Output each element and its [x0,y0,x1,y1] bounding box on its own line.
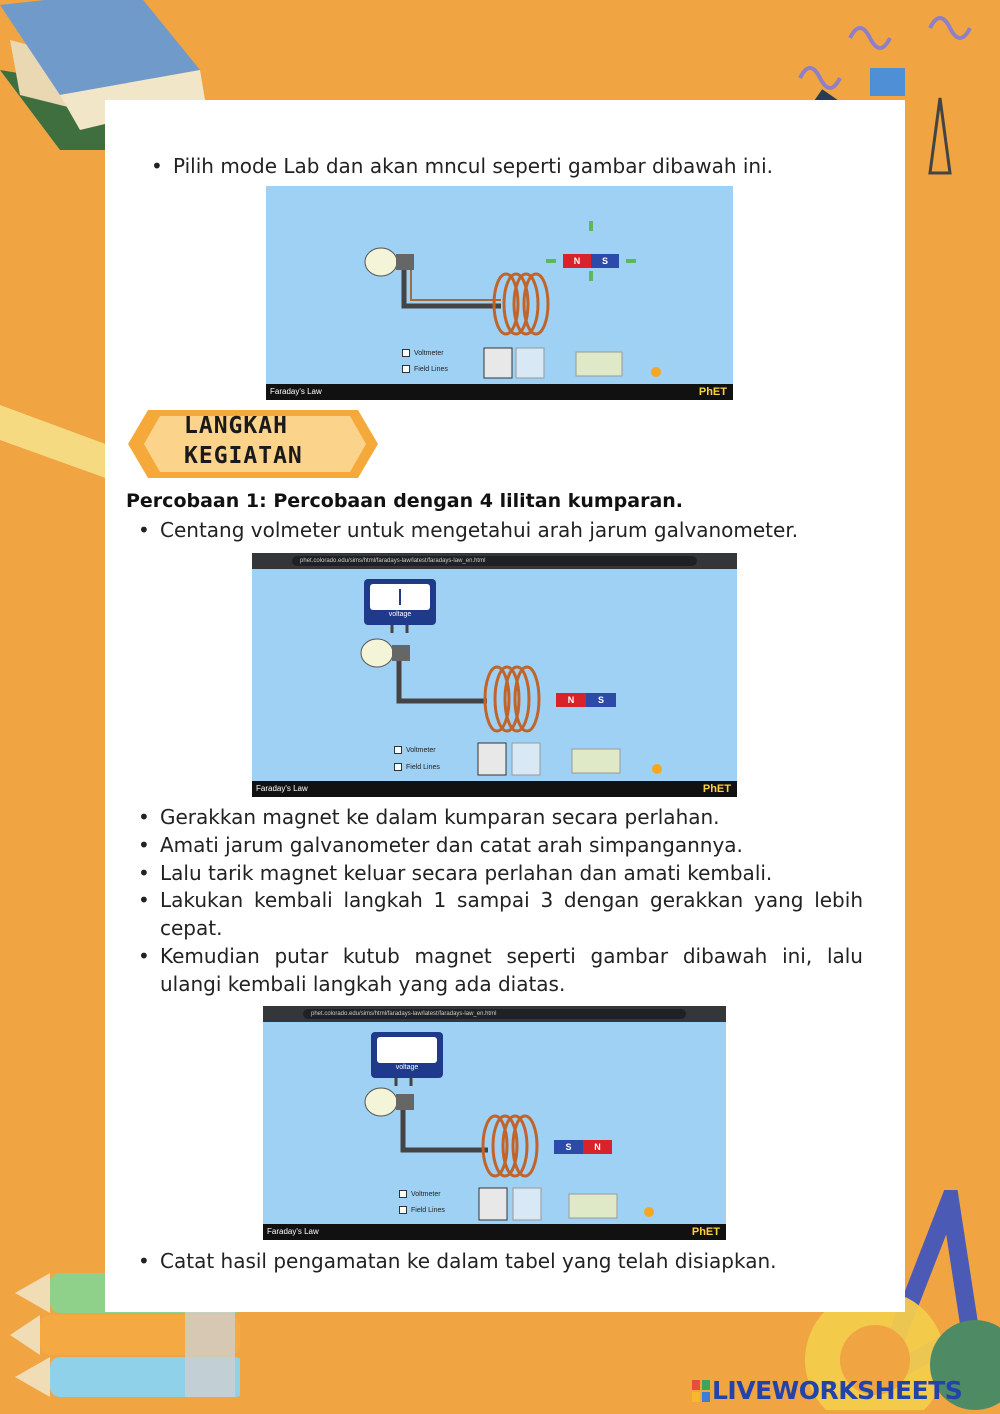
bullet-step-3: • Lalu tarik magnet keluar secara perlahan dan amati kembali. [160,859,863,887]
simulation-screenshot-reversed-magnet [263,1006,726,1240]
liveworksheets-logo-icon [692,1380,710,1402]
bullet-step-1: • Gerakkan magnet ke dalam kumparan secara perlahan. [160,803,863,831]
badge-line-2: KEGIATAN [184,443,303,469]
voltmeter-label: Voltmeter [411,1190,441,1198]
bulb-coil-diagram [252,553,737,797]
field-lines-checkbox[interactable] [402,365,448,373]
bullet-check-voltmeter: • Centang volmeter untuk mengetahui arah jarum galvanometer. [160,516,870,544]
voltmeter-checkbox[interactable] [394,746,436,754]
browser-url: phet.colorado.edu/sims/html/faradays-law/latest/faradays-law_en.html [292,556,697,566]
bullet-instruction-lab: • Pilih mode Lab dan akan mncul seperti gambar dibawah ini. [173,152,873,180]
magnet-south-pole: S [554,1140,583,1154]
voltage-label: voltage [388,611,412,618]
bar-magnet[interactable] [563,254,619,268]
bulb-coil-diagram [266,186,733,400]
magnet-south-pole: S [586,693,616,707]
section-badge-title [184,411,303,471]
voltage-label: voltage [395,1064,419,1071]
sim-footer-bar [263,1224,726,1240]
liveworksheets-logo-text: LIVEWORKSHEETS [712,1376,963,1405]
sim-footer-bar [266,384,733,400]
field-lines-label: Field Lines [414,365,448,373]
sim-footer-bar [252,781,737,797]
field-lines-label: Field Lines [406,763,440,771]
browser-url: phet.colorado.edu/sims/html/faradays-law/latest/faradays-law_en.html [303,1009,686,1019]
liveworksheets-logo[interactable] [692,1376,962,1405]
bulb-coil-diagram [263,1006,726,1240]
field-lines-checkbox[interactable] [394,763,440,771]
sim-title: Faraday's Law [256,784,308,793]
bar-magnet-reversed[interactable] [554,1140,612,1154]
magnet-north-pole: N [583,1140,612,1154]
field-lines-checkbox[interactable] [399,1206,445,1214]
bullet-step-4: • Lakukan kembali langkah 1 sampai 3 dengan gerakkan yang lebih cepat. [160,886,863,942]
field-lines-label: Field Lines [411,1206,445,1214]
voltmeter-checkbox[interactable] [399,1190,441,1198]
bullet-record-results: • Catat hasil pengamatan ke dalam tabel yang telah disiapkan. [160,1247,863,1275]
voltmeter-label: Voltmeter [406,746,436,754]
magnet-south-pole: S [591,254,619,268]
bullet-step-2: • Amati jarum galvanometer dan catat arah simpangannya. [160,831,863,859]
sim-title: Faraday's Law [270,387,322,396]
magnet-north-pole: N [563,254,591,268]
phet-logo: PhET [698,386,727,398]
magnet-north-pole: N [556,693,586,707]
simulation-screenshot-voltmeter [252,553,737,797]
sim-title: Faraday's Law [267,1227,319,1236]
bar-magnet[interactable] [556,693,616,707]
phet-logo: PhET [702,783,731,795]
bullet-step-5: • Kemudian putar kutub magnet seperti gambar dibawah ini, lalu ulangi kembali langkah yang ada diatas. [160,942,863,998]
badge-line-1: LANGKAH [184,413,288,439]
phet-logo: PhET [691,1226,720,1238]
voltmeter-checkbox[interactable] [402,349,444,357]
simulation-screenshot-lab [266,186,733,400]
experiment-title: Percobaan 1: Percobaan dengan 4 lilitan kumparan. [126,490,684,512]
voltmeter-label: Voltmeter [414,349,444,357]
